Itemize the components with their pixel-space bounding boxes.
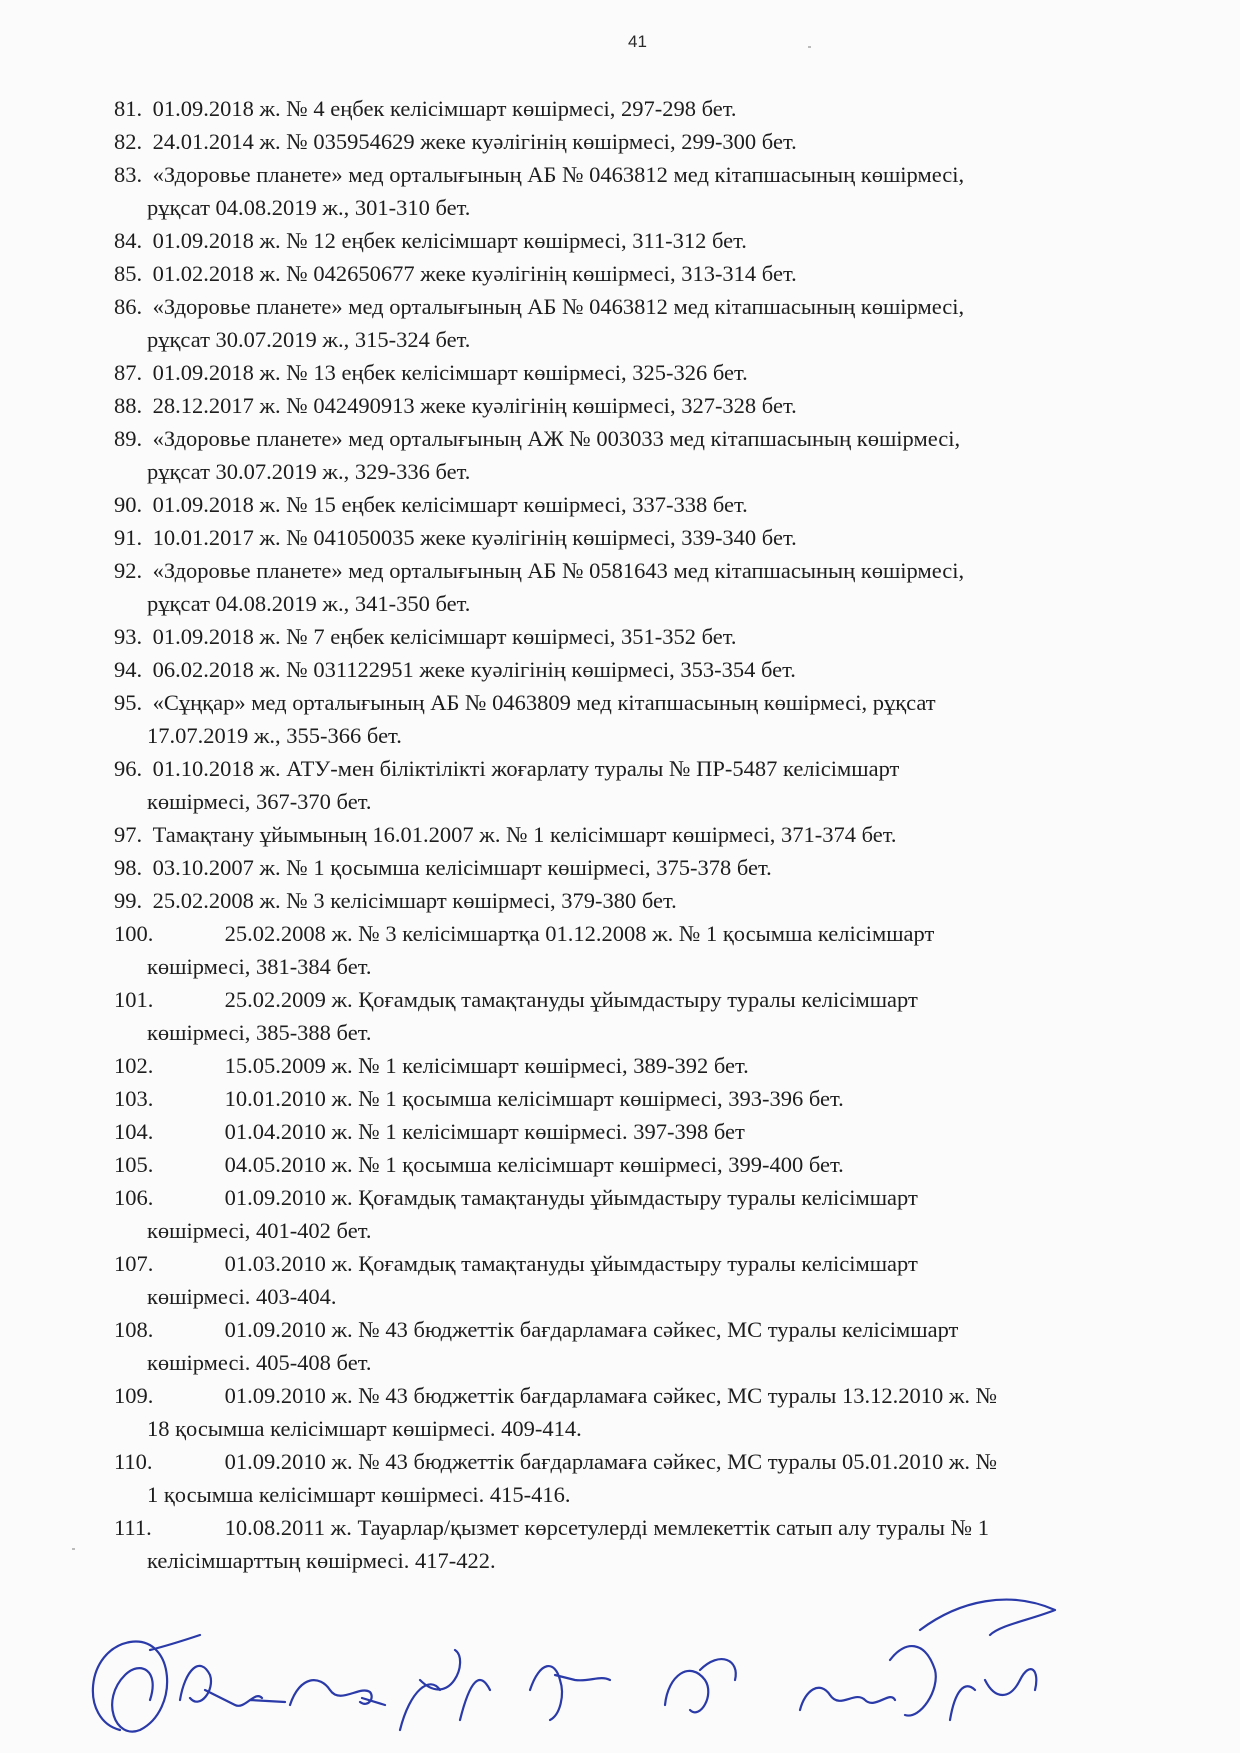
list-item-text: 10.01.2010 ж. № 1 қосымша келісімшарт көшірмесі, 393-396 бет. bbox=[224, 1086, 844, 1111]
list-item-number: 102. bbox=[114, 1053, 154, 1078]
list-item-number: 94. bbox=[114, 657, 143, 682]
list-item-text: «Сұңқар» мед орталығының АБ № 0463809 мед кітапшасының көшірмесі, рұқсат bbox=[152, 690, 936, 715]
list-item-line bbox=[114, 294, 1224, 320]
list-item-line bbox=[114, 1515, 1224, 1541]
list-item-number: 95. bbox=[114, 690, 143, 715]
list-item-text: 01.09.2018 ж. № 12 еңбек келісімшарт көшірмесі, 311-312 бет. bbox=[152, 228, 747, 253]
list-item-line bbox=[114, 1317, 1224, 1343]
list-item-line bbox=[114, 624, 1224, 650]
list-item-number: 84. bbox=[114, 228, 143, 253]
list-item-continuation: көшірмесі, 401-402 бет. bbox=[147, 1218, 372, 1243]
list-item-line bbox=[114, 1119, 1224, 1145]
list-item-number: 82. bbox=[114, 129, 143, 154]
list-item bbox=[114, 822, 1224, 848]
list-item-continuation: көшірмесі. 403-404. bbox=[147, 1284, 337, 1309]
list-item-number: 86. bbox=[114, 294, 143, 319]
signatures-drawing bbox=[0, 1580, 1240, 1753]
list-item bbox=[114, 228, 1224, 254]
list-item-continuation: келісімшарттың көшірмесі. 417-422. bbox=[147, 1548, 496, 1573]
list-item-line bbox=[114, 1449, 1224, 1475]
list-item-number: 83. bbox=[114, 162, 143, 187]
list-item-line bbox=[114, 96, 1224, 122]
signature-block bbox=[0, 1580, 1240, 1753]
list-item bbox=[114, 1383, 1224, 1442]
list-item-line bbox=[114, 492, 1224, 518]
list-item-text: 25.02.2008 ж. № 3 келісімшарт көшірмесі, 379-380 бет. bbox=[152, 888, 677, 913]
list-item bbox=[114, 360, 1224, 386]
list-item-continuation: 18 қосымша келісімшарт көшірмесі. 409-414. bbox=[147, 1416, 582, 1441]
list-item-text: 04.05.2010 ж. № 1 қосымша келісімшарт көшірмесі, 399-400 бет. bbox=[224, 1152, 844, 1177]
list-item-number: 98. bbox=[114, 855, 143, 880]
list-item bbox=[114, 261, 1224, 287]
list-item-text: 25.02.2008 ж. № 3 келісімшартқа 01.12.2008 ж. № 1 қосымша келісімшарт bbox=[224, 921, 935, 946]
list-item-number: 111. bbox=[114, 1515, 152, 1540]
list-item-number: 88. bbox=[114, 393, 143, 418]
list-item bbox=[114, 888, 1224, 914]
list-item bbox=[114, 1515, 1224, 1574]
list-item-continuation: көшірмесі, 367-370 бет. bbox=[147, 789, 372, 814]
list-item bbox=[114, 987, 1224, 1046]
list-item-line bbox=[114, 1053, 1224, 1079]
list-item-number: 100. bbox=[114, 921, 154, 946]
list-item-number: 85. bbox=[114, 261, 143, 286]
list-item-line bbox=[114, 426, 1224, 452]
list-item bbox=[114, 1086, 1224, 1112]
list-item-text: 24.01.2014 ж. № 035954629 жеке куәлігінің көшірмесі, 299-300 бет. bbox=[152, 129, 797, 154]
list-item-line bbox=[114, 558, 1224, 584]
list-item-number: 105. bbox=[114, 1152, 154, 1177]
list-item bbox=[114, 1119, 1224, 1145]
list-item-text: 03.10.2007 ж. № 1 қосымша келісімшарт көшірмесі, 375-378 бет. bbox=[152, 855, 772, 880]
list-item-text: 10.08.2011 ж. Тауарлар/қызмет көрсетулерді мемлекеттік сатып алу туралы № 1 bbox=[224, 1515, 989, 1540]
list-item bbox=[114, 426, 1224, 485]
signature-3 bbox=[290, 1680, 385, 1705]
list-item-line bbox=[114, 261, 1224, 287]
list-item bbox=[114, 294, 1224, 353]
list-item-text: 25.02.2009 ж. Қоғамдық тамақтануды ұйымдастыру туралы келісімшарт bbox=[224, 987, 918, 1012]
list-item-number: 89. bbox=[114, 426, 143, 451]
list-item-line bbox=[114, 657, 1224, 683]
list-item-text: 01.10.2018 ж. АТУ-мен біліктілікті жоғарлату туралы № ПР-5487 келісімшарт bbox=[152, 756, 900, 781]
list-item-line bbox=[114, 1185, 1224, 1211]
list-item-line bbox=[114, 987, 1224, 1013]
list-item bbox=[114, 129, 1224, 155]
list-item-text: «Здоровье планете» мед орталығының АЖ № 003033 мед кітапшасының көшірмесі, bbox=[152, 426, 961, 451]
signature-5 bbox=[530, 1666, 610, 1720]
list-item-continuation: 17.07.2019 ж., 355-366 бет. bbox=[147, 723, 402, 748]
list-item-number: 107. bbox=[114, 1251, 154, 1276]
list-item bbox=[114, 393, 1224, 419]
list-item-line bbox=[114, 162, 1224, 188]
list-item bbox=[114, 96, 1224, 122]
list-item bbox=[114, 1185, 1224, 1244]
list-item-text: 10.01.2017 ж. № 041050035 жеке куәлігінің көшірмесі, 339-340 бет. bbox=[152, 525, 797, 550]
list-item-line bbox=[114, 888, 1224, 914]
list-item-text: 01.04.2010 ж. № 1 келісімшарт көшірмесі. 397-398 бет bbox=[224, 1119, 745, 1144]
list-item bbox=[114, 756, 1224, 815]
list-item-number: 103. bbox=[114, 1086, 154, 1111]
list-item-text: 01.09.2018 ж. № 15 еңбек келісімшарт көшірмесі, 337-338 бет. bbox=[152, 492, 748, 517]
document-list bbox=[114, 96, 1224, 1581]
list-item bbox=[114, 1053, 1224, 1079]
list-item-continuation: рұқсат 04.08.2019 ж., 341-350 бет. bbox=[147, 591, 471, 616]
list-item-continuation: рұқсат 30.07.2019 ж., 315-324 бет. bbox=[147, 327, 471, 352]
list-item-continuation: көшірмесі, 381-384 бет. bbox=[147, 954, 372, 979]
list-item-number: 87. bbox=[114, 360, 143, 385]
list-item-text: 01.09.2018 ж. № 13 еңбек келісімшарт көшірмесі, 325-326 бет. bbox=[152, 360, 748, 385]
list-item bbox=[114, 657, 1224, 683]
list-item-number: 96. bbox=[114, 756, 143, 781]
list-item bbox=[114, 1317, 1224, 1376]
list-item bbox=[114, 525, 1224, 551]
list-item-line bbox=[114, 360, 1224, 386]
list-item bbox=[114, 1251, 1224, 1310]
list-item-text: 01.09.2010 ж. № 43 бюджеттік бағдарламаға сәйкес, МС туралы 13.12.2010 ж. № bbox=[224, 1383, 998, 1408]
scan-speck bbox=[808, 46, 811, 48]
list-item-number: 108. bbox=[114, 1317, 154, 1342]
list-item-line bbox=[114, 822, 1224, 848]
list-item-text: «Здоровье планете» мед орталығының АБ № 0463812 мед кітапшасының көшірмесі, bbox=[152, 162, 965, 187]
list-item-text: 06.02.2018 ж. № 031122951 жеке куәлігінің көшірмесі, 353-354 бет. bbox=[152, 657, 796, 682]
list-item-continuation: көшірмесі. 405-408 бет. bbox=[147, 1350, 372, 1375]
list-item-continuation: көшірмесі, 385-388 бет. bbox=[147, 1020, 372, 1045]
list-item-line bbox=[114, 1383, 1224, 1409]
list-item-text: «Здоровье планете» мед орталығының АБ № 0581643 мед кітапшасының көшірмесі, bbox=[152, 558, 965, 583]
list-item-line bbox=[114, 921, 1224, 947]
list-item-number: 109. bbox=[114, 1383, 154, 1408]
list-item-line bbox=[114, 1086, 1224, 1112]
list-item-line bbox=[114, 525, 1224, 551]
list-item bbox=[114, 624, 1224, 650]
scan-speck bbox=[72, 1548, 75, 1550]
list-item bbox=[114, 855, 1224, 881]
list-item-text: 28.12.2017 ж. № 042490913 жеке куәлігінің көшірмесі, 327-328 бет. bbox=[152, 393, 797, 418]
list-item-line bbox=[114, 228, 1224, 254]
list-item bbox=[114, 690, 1224, 749]
list-item bbox=[114, 1449, 1224, 1508]
list-item-number: 97. bbox=[114, 822, 143, 847]
list-item-text: 01.09.2018 ж. № 4 еңбек келісімшарт көшірмесі, 297-298 бет. bbox=[152, 96, 737, 121]
list-item-line bbox=[114, 1251, 1224, 1277]
signature-2 bbox=[180, 1666, 285, 1706]
signature-8 bbox=[920, 1600, 1055, 1720]
list-item-line bbox=[114, 690, 1224, 716]
list-item-number: 90. bbox=[114, 492, 143, 517]
list-item-text: 15.05.2009 ж. № 1 келісімшарт көшірмесі, 389-392 бет. bbox=[224, 1053, 749, 1078]
list-item bbox=[114, 162, 1224, 221]
list-item-text: 01.03.2010 ж. Қоғамдық тамақтануды ұйымдастыру туралы келісімшарт bbox=[224, 1251, 918, 1276]
list-item-text: «Здоровье планете» мед орталығының АБ № 0463812 мед кітапшасының көшірмесі, bbox=[152, 294, 965, 319]
page-number: 41 bbox=[628, 32, 647, 51]
list-item-number: 106. bbox=[114, 1185, 154, 1210]
signature-6 bbox=[665, 1659, 736, 1712]
list-item-line bbox=[114, 855, 1224, 881]
list-item-number: 110. bbox=[114, 1449, 153, 1474]
list-item-text: Тамақтану ұйымының 16.01.2007 ж. № 1 келісімшарт көшірмесі, 371-374 бет. bbox=[152, 822, 897, 847]
list-item-number: 92. bbox=[114, 558, 143, 583]
list-item-text: 01.02.2018 ж. № 042650677 жеке куәлігінің көшірмесі, 313-314 бет. bbox=[152, 261, 797, 286]
list-item-continuation: рұқсат 04.08.2019 ж., 301-310 бет. bbox=[147, 195, 471, 220]
list-item-number: 101. bbox=[114, 987, 154, 1012]
list-item-text: 01.09.2010 ж. № 43 бюджеттік бағдарламаға сәйкес, МС туралы келісімшарт bbox=[224, 1317, 959, 1342]
list-item bbox=[114, 1152, 1224, 1178]
list-item-line bbox=[114, 1152, 1224, 1178]
list-item-line bbox=[114, 129, 1224, 155]
list-item-text: 01.09.2010 ж. Қоғамдық тамақтануды ұйымдастыру туралы келісімшарт bbox=[224, 1185, 918, 1210]
list-item-number: 99. bbox=[114, 888, 143, 913]
list-item-number: 91. bbox=[114, 525, 143, 550]
list-item-line bbox=[114, 393, 1224, 419]
list-item-text: 01.09.2018 ж. № 7 еңбек келісімшарт көшірмесі, 351-352 бет. bbox=[152, 624, 737, 649]
list-item bbox=[114, 492, 1224, 518]
list-item-line bbox=[114, 756, 1224, 782]
list-item bbox=[114, 921, 1224, 980]
list-item-text: 01.09.2010 ж. № 43 бюджеттік бағдарламаға сәйкес, МС туралы 05.01.2010 ж. № bbox=[224, 1449, 998, 1474]
list-item-number: 93. bbox=[114, 624, 143, 649]
list-item-number: 81. bbox=[114, 96, 143, 121]
signature-4 bbox=[400, 1650, 490, 1730]
list-item-continuation: рұқсат 30.07.2019 ж., 329-336 бет. bbox=[147, 459, 471, 484]
list-item bbox=[114, 558, 1224, 617]
list-item-number: 104. bbox=[114, 1119, 154, 1144]
signature-7 bbox=[800, 1646, 936, 1715]
list-item-continuation: 1 қосымша келісімшарт көшірмесі. 415-416. bbox=[147, 1482, 571, 1507]
